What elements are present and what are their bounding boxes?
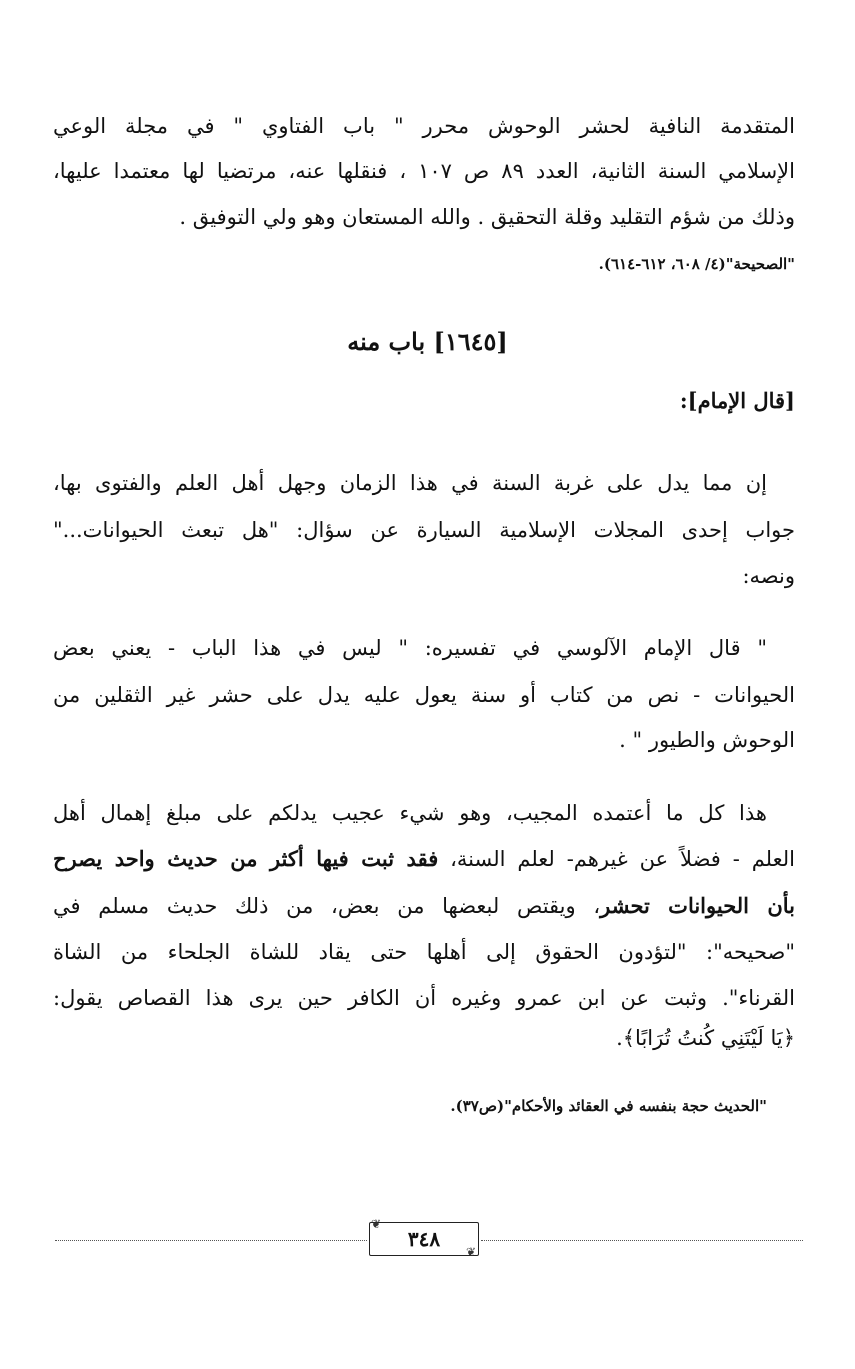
paragraph-3-line-6: ﴿يَا لَيْتَنِي كُنتُ تُرَابًا﴾.	[616, 1026, 795, 1050]
paragraph-1-line-3: ونصه:	[742, 564, 795, 588]
paragraph-3-line-2-normal: العلم - فضلاً عن غيرهم- لعلم السنة،	[438, 847, 795, 871]
paragraph-3-line-2	[53, 839, 795, 879]
top-paragraph-line-2: الإسلامي السنة الثانية، العدد ٨٩ ص ١٠٧ ، فنقلها عنه، مرتضيا لها معتمدا عليها،	[53, 159, 795, 183]
quote-line-1: " قال الإمام الآلوسي في تفسيره: " ليس في هذا الباب - يعني بعض	[53, 636, 767, 660]
top-paragraph-line-1: المتقدمة النافية لحشر الوحوش محرر " باب الفتاوي " في مجلة الوعي	[53, 114, 795, 138]
paragraph-3-line-4: "صحيحه": "لتؤدون الحقوق إلى أهلها حتى يقاد للشاة الجلحاء من الشاة	[53, 940, 795, 964]
footer-rule-right	[481, 1240, 803, 1241]
top-citation: "الصحيحة"(٤/ ٦٠٨، ٦١٢-٦١٤).	[598, 255, 795, 273]
quote-line-2: الحيوانات - نص من كتاب أو سنة يعول عليه يدل على حشر غير الثقلين من	[53, 683, 795, 707]
top-paragraph-line-3: وذلك من شؤم التقليد وقلة التحقيق . والله المستعان وهو ولي التوفيق .	[179, 205, 795, 229]
footer-rule-left	[55, 1240, 367, 1241]
paragraph-3-line-1: هذا كل ما أعتمده المجيب، وهو شيء عجيب يدلكم على مبلغ إهمال أهل	[53, 801, 767, 825]
ornament-icon: ❦	[466, 1245, 477, 1259]
page-number: ٣٤٨	[407, 1227, 441, 1251]
paragraph-3-line-3-bold: بأن الحيوانات تحشر	[600, 893, 795, 918]
paragraph-1-line-1: إن مما يدل على غربة السنة في هذا الزمان وجهل أهل العلم والفتوى بها،	[53, 471, 767, 495]
bottom-citation: "الحديث حجة بنفسه في العقائد والأحكام"(ص٣٧).	[450, 1097, 767, 1115]
paragraph-3-line-5: القرناء". وثبت عن ابن عمرو وغيره أن الكافر حين يرى هذا القصاص يقول:	[53, 986, 795, 1010]
paragraph-3-line-3-normal: ، ويقتص لبعضها من بعض، من ذلك حديث مسلم في	[53, 894, 601, 918]
paragraph-1-line-2: جواب إحدى المجلات الإسلامية السيارة عن سؤال: "هل تبعث الحيوانات..."	[53, 518, 795, 542]
ornament-icon: ❦	[371, 1217, 382, 1231]
quote-line-3: الوحوش والطيور " .	[619, 728, 795, 752]
section-heading: [١٦٤٥] باب منه	[347, 327, 508, 356]
paragraph-3-line-2-bold: فقد ثبت فيها أكثر من حديث واحد يصرح	[53, 846, 439, 871]
page-number-box	[369, 1222, 479, 1259]
paragraph-3-line-3	[53, 886, 795, 926]
speaker-label: [قال الإمام]:	[679, 388, 795, 413]
